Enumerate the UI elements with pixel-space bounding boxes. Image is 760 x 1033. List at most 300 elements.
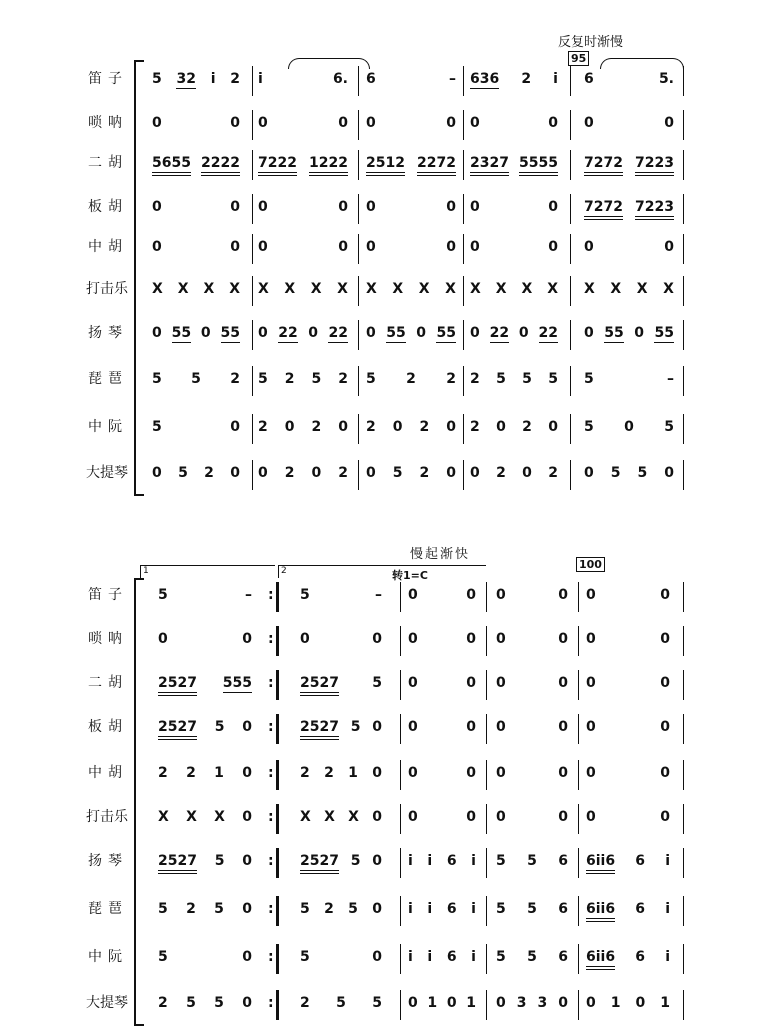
- note-group: 7223: [635, 198, 674, 216]
- note-group: 2: [311, 419, 322, 435]
- repeat-dots: :: [268, 587, 274, 603]
- note-group: 2: [230, 371, 240, 387]
- barline: [578, 804, 579, 834]
- underline: [490, 342, 509, 343]
- note-group: 5: [496, 853, 506, 869]
- barline: [276, 582, 279, 612]
- barline: [252, 414, 253, 444]
- barline: [578, 944, 579, 974]
- note-group: 0: [446, 465, 456, 481]
- note-group: 5: [496, 901, 506, 917]
- note-group: 5: [258, 371, 268, 387]
- barline: [486, 944, 487, 974]
- note-group: 5: [610, 465, 621, 481]
- barline: [400, 896, 401, 926]
- note-group: 0: [466, 719, 476, 735]
- note-group: 1: [214, 765, 224, 781]
- note-group: X: [177, 281, 189, 297]
- repeat-dots: :: [268, 853, 274, 869]
- volta-number: 2: [281, 566, 287, 576]
- note-group: 0: [258, 239, 268, 255]
- underline: [417, 175, 456, 176]
- barline: [570, 414, 571, 444]
- barline: [683, 896, 684, 926]
- slur: [288, 58, 370, 69]
- underline: [586, 918, 615, 919]
- underline: [176, 88, 195, 89]
- note-group: 2: [470, 371, 480, 387]
- barline: [358, 150, 359, 180]
- measure-notes: [470, 238, 558, 256]
- instrument-label: 唢呐: [88, 631, 128, 647]
- barline: [570, 66, 571, 96]
- underline: [519, 172, 558, 173]
- barline: [463, 66, 464, 96]
- note-group: 2527: [158, 674, 197, 692]
- note-group: 0: [470, 239, 480, 255]
- measure-notes: [470, 418, 558, 436]
- instrument-label: 板胡: [88, 199, 128, 215]
- barline: [252, 460, 253, 490]
- note-group: 2527: [158, 852, 197, 870]
- note-group: 32: [176, 71, 196, 87]
- note-group: 1: [427, 995, 438, 1011]
- barline: [276, 804, 279, 834]
- note-group: 5: [392, 465, 403, 481]
- instrument-label: 琵琶: [88, 901, 128, 917]
- barline: [683, 320, 684, 350]
- note-group: 0: [446, 995, 457, 1011]
- underline: [436, 342, 455, 343]
- barline: [683, 804, 684, 834]
- note-group: i: [258, 71, 263, 87]
- note-group: 2: [230, 71, 240, 87]
- measure-notes: [300, 948, 382, 966]
- barline: [252, 150, 253, 180]
- note-group: 2: [324, 765, 334, 781]
- note-group: X: [470, 281, 481, 297]
- barline: [683, 670, 684, 700]
- note-group: i: [553, 71, 558, 87]
- note-group: 0: [242, 995, 252, 1011]
- note-group: 0: [584, 325, 594, 341]
- instrument-label: 大提琴: [86, 995, 128, 1011]
- note-group: 0: [408, 809, 418, 825]
- note-group: 0: [242, 949, 252, 965]
- note-group: 0: [230, 199, 240, 215]
- barline: [683, 194, 684, 224]
- measure-notes: [584, 154, 674, 172]
- underline: [604, 342, 623, 343]
- note-group: 5: [300, 587, 310, 603]
- instrument-label: 笛子: [88, 587, 128, 603]
- measure-notes: [408, 630, 476, 648]
- barline: [578, 714, 579, 744]
- note-group: X: [547, 281, 558, 297]
- underline: [158, 692, 197, 693]
- measure-notes: [496, 586, 568, 604]
- measure-notes: [366, 154, 456, 172]
- measure-notes: [158, 994, 252, 1012]
- measure-notes: [158, 718, 252, 736]
- note-group: X: [258, 281, 269, 297]
- measure-notes: [152, 114, 240, 132]
- barline: [578, 670, 579, 700]
- repeat-dots: :: [268, 675, 274, 691]
- instrument-label: 扬琴: [88, 853, 128, 869]
- note-group: 0: [392, 419, 403, 435]
- barline: [486, 626, 487, 656]
- measure-notes: [584, 464, 674, 482]
- note-group: 636: [470, 71, 500, 87]
- measure-notes: [366, 370, 456, 388]
- note-group: i: [408, 901, 413, 917]
- measure-notes: [300, 718, 382, 736]
- barline: [358, 66, 359, 96]
- underline: [158, 870, 197, 871]
- note-group: 55: [220, 325, 240, 341]
- tempo-marking: 反复时渐慢: [558, 35, 624, 50]
- note-group: 0: [230, 239, 240, 255]
- underline: [300, 739, 339, 740]
- measure-notes: [470, 70, 558, 88]
- note-group: 0: [548, 239, 558, 255]
- measure-notes: [366, 464, 456, 482]
- note-group: 2: [158, 995, 168, 1011]
- note-group: 5: [311, 371, 322, 387]
- repeat-dots: :: [268, 765, 274, 781]
- note-group: 0: [242, 765, 252, 781]
- note-group: 5: [664, 419, 674, 435]
- measure-notes: [258, 418, 348, 436]
- barline: [683, 460, 684, 490]
- note-group: i: [427, 901, 433, 917]
- barline: [578, 990, 579, 1020]
- note-group: 0: [372, 809, 382, 825]
- note-group: 1: [610, 995, 621, 1011]
- underline: [300, 692, 339, 693]
- note-group: 5: [214, 901, 224, 917]
- note-group: 5: [152, 419, 162, 435]
- note-group: X: [310, 281, 322, 297]
- note-group: 5: [348, 901, 358, 917]
- note-group: 1: [660, 995, 670, 1011]
- note-group: 1222: [309, 154, 348, 172]
- barline: [683, 150, 684, 180]
- note-group: 0: [372, 719, 382, 735]
- underline: [309, 175, 348, 176]
- note-group: 0: [586, 809, 596, 825]
- measure-notes: [586, 630, 670, 648]
- instrument-label: 二胡: [88, 155, 128, 171]
- note-group: X: [203, 281, 215, 297]
- system-bracket: [134, 60, 144, 496]
- note-group: 2: [406, 371, 416, 387]
- measure-notes: [586, 852, 670, 870]
- note-group: 0: [466, 631, 476, 647]
- note-group: 5: [366, 371, 376, 387]
- note-group: 6: [635, 949, 646, 965]
- barline: [570, 234, 571, 264]
- measure-notes: [258, 154, 348, 172]
- note-group: 0: [372, 853, 382, 869]
- note-group: 5: [350, 853, 361, 869]
- underline: [300, 870, 339, 871]
- note-group: 6: [446, 949, 457, 965]
- note-group: 0: [584, 465, 594, 481]
- note-group: X: [418, 281, 430, 297]
- note-group: 6ii6: [586, 948, 615, 966]
- barline: [400, 990, 401, 1020]
- barline: [400, 714, 401, 744]
- underline: [172, 342, 191, 343]
- note-group: 5: [527, 949, 537, 965]
- barline: [683, 714, 684, 744]
- note-group: 6: [446, 853, 457, 869]
- barline: [570, 150, 571, 180]
- barline: [463, 366, 464, 396]
- note-group: 7272: [584, 154, 623, 172]
- underline: [417, 172, 456, 173]
- note-group: 0: [311, 465, 322, 481]
- repeat-dots: :: [268, 949, 274, 965]
- measure-notes: [584, 114, 674, 132]
- measure-notes: [152, 154, 240, 172]
- underline: [158, 739, 197, 740]
- note-group: 6ii6: [586, 900, 615, 918]
- measure-notes: [258, 70, 348, 88]
- measure-notes: [158, 948, 252, 966]
- measure-notes: [408, 852, 476, 870]
- barline: [570, 276, 571, 306]
- note-group: 2512: [366, 154, 405, 172]
- underline: [586, 966, 615, 967]
- slur: [600, 58, 684, 69]
- note-group: 0: [416, 325, 426, 341]
- note-group: 0: [635, 995, 646, 1011]
- note-group: 55: [654, 325, 674, 341]
- note-group: 0: [548, 419, 558, 435]
- underline: [158, 695, 197, 696]
- note-group: 0: [366, 199, 376, 215]
- barline: [252, 366, 253, 396]
- note-group: 0: [258, 115, 268, 131]
- note-group: 0: [496, 995, 506, 1011]
- measure-notes: [152, 464, 240, 482]
- note-group: 0: [200, 325, 211, 341]
- barline: [683, 66, 684, 96]
- note-group: 0: [152, 325, 162, 341]
- note-group: 5: [350, 719, 361, 735]
- repeat-dots: :: [268, 719, 274, 735]
- note-group: 0: [152, 199, 162, 215]
- note-group: 5: [300, 901, 310, 917]
- measure-notes: [152, 198, 240, 216]
- barline: [683, 234, 684, 264]
- note-group: i: [427, 949, 433, 965]
- note-group: 0: [558, 765, 568, 781]
- measure-notes: [300, 808, 382, 826]
- measure-notes: [586, 586, 670, 604]
- measure-notes: [470, 114, 558, 132]
- measure-notes: [584, 198, 674, 216]
- note-group: 0: [372, 631, 382, 647]
- note-group: 0: [586, 587, 596, 603]
- note-group: 0: [470, 115, 480, 131]
- note-group: 0: [586, 631, 596, 647]
- note-group: 2: [284, 465, 295, 481]
- note-group: X: [392, 281, 404, 297]
- underline: [470, 88, 499, 89]
- instrument-label: 大提琴: [86, 465, 128, 481]
- note-group: 0: [660, 765, 670, 781]
- note-group: 6ii6: [586, 852, 615, 870]
- note-group: 0: [372, 901, 382, 917]
- note-group: i: [471, 853, 476, 869]
- measure-notes: [300, 900, 382, 918]
- note-group: 55: [436, 325, 456, 341]
- note-group: 0: [496, 419, 506, 435]
- barline: [400, 944, 401, 974]
- note-group: X: [521, 281, 533, 297]
- note-group: X: [158, 809, 169, 825]
- note-group: 0: [152, 239, 162, 255]
- note-group: 2: [158, 765, 168, 781]
- note-group: 7223: [635, 154, 674, 172]
- note-group: 55: [171, 325, 192, 341]
- note-group: 5: [300, 949, 310, 965]
- measure-notes: [584, 280, 674, 298]
- note-group: 5: [214, 995, 224, 1011]
- barline: [358, 460, 359, 490]
- barline: [252, 110, 253, 140]
- note-group: 6: [635, 901, 646, 917]
- measure-notes: [152, 280, 240, 298]
- underline: [300, 736, 339, 737]
- barline: [486, 670, 487, 700]
- note-group: 2527: [300, 674, 339, 692]
- measure-notes: [586, 764, 670, 782]
- barline: [400, 848, 401, 878]
- note-group: 22: [489, 325, 510, 341]
- note-group: 1: [348, 765, 358, 781]
- note-group: 5: [186, 995, 196, 1011]
- note-group: 0: [284, 419, 295, 435]
- note-group: 0: [664, 465, 674, 481]
- barline: [486, 896, 487, 926]
- note-group: 0: [496, 719, 506, 735]
- note-group: 0: [242, 631, 252, 647]
- note-group: 0: [624, 419, 634, 435]
- note-group: 5: [152, 71, 162, 87]
- instrument-label: 笛子: [88, 71, 128, 87]
- note-group: 7272: [584, 198, 623, 216]
- barline: [276, 848, 279, 878]
- note-group: 3: [516, 995, 527, 1011]
- measure-notes: [408, 994, 476, 1012]
- note-group: 2: [338, 465, 348, 481]
- note-group: 0: [558, 631, 568, 647]
- underline: [309, 172, 348, 173]
- note-group: 2: [186, 765, 196, 781]
- instrument-label: 二胡: [88, 675, 128, 691]
- measure-notes: [408, 764, 476, 782]
- measure-notes: [366, 238, 456, 256]
- barline: [400, 626, 401, 656]
- note-group: 3: [537, 995, 548, 1011]
- note-group: 0: [230, 465, 240, 481]
- note-group: 2: [366, 419, 376, 435]
- barline: [252, 234, 253, 264]
- measure-notes: [470, 198, 558, 216]
- note-group: 5: [548, 371, 558, 387]
- note-group: 0: [586, 675, 596, 691]
- measure-notes: [366, 114, 456, 132]
- note-group: 0: [408, 675, 418, 691]
- measure-notes: [584, 418, 674, 436]
- measure-notes: [586, 808, 670, 826]
- measure-notes: [408, 808, 476, 826]
- note-group: 5: [158, 587, 168, 603]
- barline: [252, 276, 253, 306]
- note-group: 0: [408, 631, 418, 647]
- underline: [201, 175, 240, 176]
- barline: [486, 760, 487, 790]
- instrument-label: 中阮: [88, 419, 128, 435]
- note-group: 5: [637, 465, 648, 481]
- note-group: 5: [158, 901, 168, 917]
- note-group: 0: [338, 419, 348, 435]
- rehearsal-mark: 95: [568, 51, 589, 66]
- note-group: 0: [466, 587, 476, 603]
- note-group: 2: [470, 419, 480, 435]
- note-group: 0: [466, 675, 476, 691]
- note-group: 2: [522, 419, 532, 435]
- note-group: 0: [634, 325, 644, 341]
- note-group: X: [584, 281, 595, 297]
- instrument-label: 扬琴: [88, 325, 128, 341]
- barline: [683, 276, 684, 306]
- note-group: 5: [496, 949, 506, 965]
- measure-notes: [258, 114, 348, 132]
- note-group: 0: [558, 587, 568, 603]
- barline: [463, 150, 464, 180]
- note-group: 0: [366, 465, 376, 481]
- note-group: 0: [152, 465, 162, 481]
- note-group: 0: [158, 631, 168, 647]
- note-group: 2327: [470, 154, 509, 172]
- note-group: 22: [278, 325, 298, 341]
- measure-notes: [152, 370, 240, 388]
- note-group: 5: [372, 675, 382, 691]
- underline: [221, 342, 240, 343]
- note-group: 2: [419, 419, 430, 435]
- measure-notes: [158, 852, 252, 870]
- underline: [635, 175, 674, 176]
- measure-notes: [586, 718, 670, 736]
- note-group: 2: [258, 419, 268, 435]
- measure-notes: [584, 324, 674, 342]
- barline: [252, 194, 253, 224]
- measure-notes: [300, 852, 382, 870]
- barline: [570, 460, 571, 490]
- barline: [683, 848, 684, 878]
- note-group: 0: [152, 115, 162, 131]
- note-group: X: [214, 809, 225, 825]
- volta-bracket-1: [140, 565, 275, 578]
- barline: [683, 110, 684, 140]
- barline: [578, 848, 579, 878]
